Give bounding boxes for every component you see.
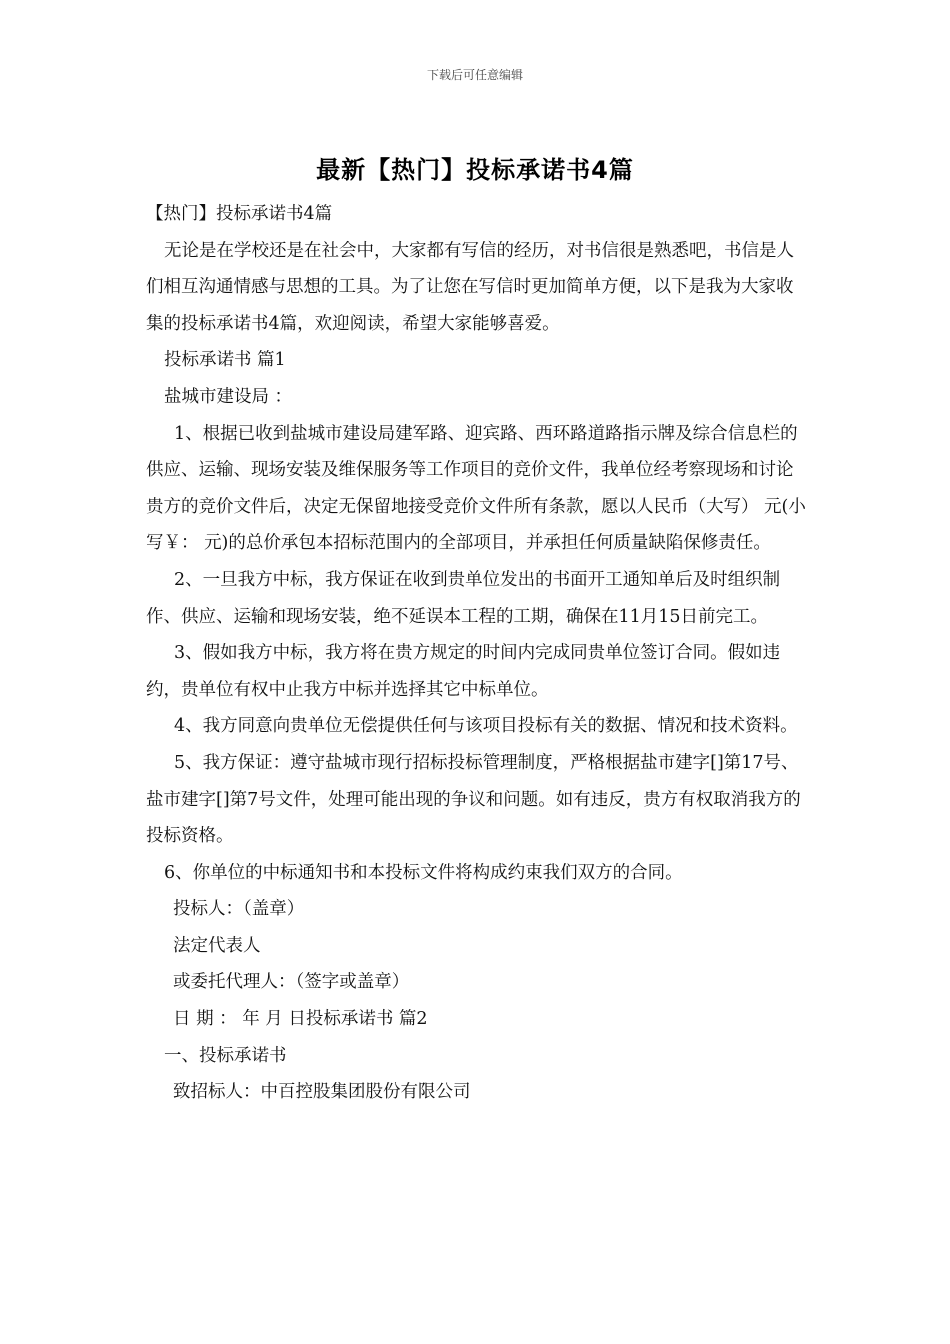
- date-line: 日 期 ： 年 月 日投标承诺书 篇2: [173, 1009, 428, 1030]
- clause-5: 5、我方保证：遵守盐城市现行招标投标管理制度，严格根据盐市建字[]第17号、盐市建字[]第7号文件，处理可能出现的争议和问题。如有违反，贵方有权取消我方的投标资格。: [146, 752, 801, 847]
- clause-3: 3、假如我方中标，我方将在贵方规定的时间内完成同贵单位签订合同。假如违约，贵单位有权中止我方中标并选择其它中标单位。: [146, 643, 781, 700]
- clause-2: 2、一旦我方中标，我方保证在收到贵单位发出的书面开工通知单后及时组织制作、供应、运输和现场安装，绝不延误本工程的工期，确保在11月15日前完工。: [146, 569, 781, 627]
- signature-legal-rep: 法定代表人: [173, 935, 261, 956]
- addressee: 盐城市建设局 ：: [164, 386, 293, 407]
- section-heading-2: 一、投标承诺书: [164, 1045, 287, 1066]
- clause-4: 4、我方同意向贵单位无偿提供任何与该项目投标有关的数据、情况和技术资料。: [174, 716, 798, 737]
- header-note: 下载后可任意编辑: [426, 68, 523, 82]
- section-heading-1: 投标承诺书 篇1: [164, 350, 286, 371]
- signature-agent: 或委托代理人：（签字或盖章）: [173, 972, 410, 993]
- intro-paragraph: 无论是在学校还是在社会中，大家都有写信的经历，对书信很是熟悉吧，书信是人们相互沟通情感与思想的工具。为了让您在写信时更加简单方便，以下是我为大家收集的投标承诺书4篇，欢迎阅读，希望大家能够喜爱。: [146, 240, 794, 334]
- subtitle-paragraph: 【热门】投标承诺书4篇: [146, 204, 333, 224]
- document-title: 最新【热门】投标承诺书4篇: [316, 156, 634, 184]
- signature-bidder: 投标人：（盖章）: [173, 899, 305, 920]
- clause-1: 1、根据已收到盐城市建设局建军路、迎宾路、西环路道路指示牌及综合信息栏的供应、运输、现场安装及维保服务等工作项目的竞价文件，我单位经考察现场和讨论贵方的竞价文件后，决定无保留地接受竞价文件所有条款，愿以人民币（大写） 元(小写￥： 元)的总价承包本招标范围内的全部项目，并承担任何质量缺陷保修责任。: [146, 423, 806, 554]
- document-body: [146, 196, 810, 1111]
- recipient-line: 致招标人：中百控股集团股份有限公司: [173, 1082, 471, 1103]
- clause-6: 6、你单位的中标通知书和本投标文件将构成约束我们双方的合同。: [164, 862, 683, 883]
